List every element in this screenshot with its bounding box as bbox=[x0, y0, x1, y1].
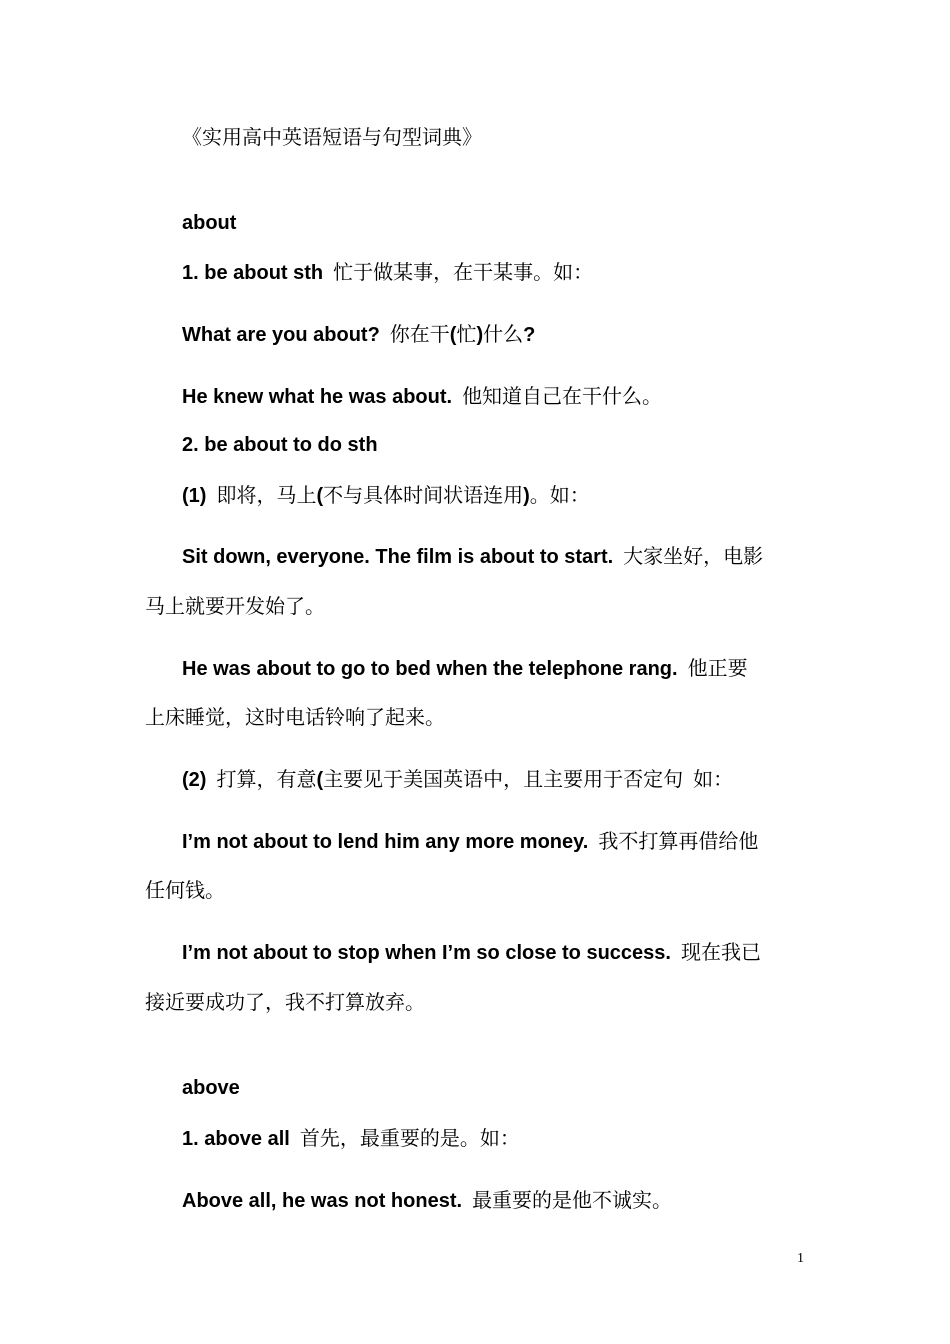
example-chinese: 他正要 bbox=[687, 656, 748, 680]
example-1-about bbox=[182, 321, 535, 348]
example-chinese-inner: 忙 bbox=[456, 322, 477, 346]
example-chinese: 现在我已 bbox=[680, 940, 761, 964]
meaning: 打算，有意 bbox=[216, 767, 317, 791]
paren-close: ) bbox=[476, 324, 484, 346]
example-english: What are you about? bbox=[182, 324, 380, 346]
example-english: He was about to go to bed when the telephone rang. bbox=[182, 658, 678, 680]
example-3-continuation: 马上就要开发始了。 bbox=[145, 594, 325, 618]
example-6-about bbox=[182, 939, 761, 966]
headword-above: above bbox=[182, 1077, 240, 1099]
phrase: 1. be about sth bbox=[182, 262, 324, 284]
document-title: 《实用高中英语短语与句型词典》 bbox=[182, 125, 482, 149]
usage-note: 主要见于美国英语中，且主要用于否定句 bbox=[323, 767, 684, 791]
paren-close: ) bbox=[523, 485, 530, 507]
example-chinese: 大家坐好，电影 bbox=[623, 544, 764, 568]
example-4-continuation: 上床睡觉，这时电话铃响了起来。 bbox=[145, 705, 445, 729]
example-english: Above all, he was not honest. bbox=[182, 1190, 463, 1212]
sub-sense-2 bbox=[182, 766, 733, 793]
sense-1-above bbox=[182, 1125, 520, 1152]
headword-about: about bbox=[182, 212, 237, 234]
example-1-above bbox=[182, 1187, 672, 1214]
meaning-tail: 。如： bbox=[529, 483, 590, 507]
paren-open: ( bbox=[316, 769, 324, 791]
sense-2-about: 2. be about to do sth bbox=[182, 434, 378, 456]
example-3-about bbox=[182, 543, 763, 570]
meaning: 首先，最重要的是。如： bbox=[299, 1126, 520, 1150]
meaning: 即将，马上 bbox=[216, 483, 317, 507]
paren-open: ( bbox=[449, 324, 457, 346]
page-number: 1 bbox=[797, 1251, 804, 1266]
example-2-about bbox=[182, 383, 662, 410]
paren-open: ( bbox=[316, 485, 324, 507]
example-english: He knew what he was about. bbox=[182, 386, 453, 408]
example-chinese: 最重要的是他不诚实。 bbox=[472, 1188, 673, 1212]
example-chinese: 我不打算再借给他 bbox=[598, 829, 759, 853]
sub-sense-number: (1) bbox=[182, 485, 207, 507]
sense-1-about bbox=[182, 259, 593, 286]
usage-note: 不与具体时间状语连用 bbox=[323, 483, 524, 507]
meaning-tail: 如： bbox=[693, 767, 734, 791]
example-5-continuation: 任何钱。 bbox=[145, 878, 225, 902]
example-4-about bbox=[182, 655, 748, 682]
meaning: 忙于做某事，在干某事。如： bbox=[333, 260, 594, 284]
example-english: I’m not about to lend him any more money. bbox=[182, 831, 589, 853]
sub-sense-1 bbox=[182, 482, 590, 509]
sub-sense-number: (2) bbox=[182, 769, 207, 791]
example-6-continuation: 接近要成功了，我不打算放弃。 bbox=[145, 990, 425, 1014]
example-chinese: 你在干 bbox=[389, 322, 450, 346]
example-english: Sit down, everyone. The film is about to start. bbox=[182, 546, 614, 568]
phrase: 1. above all bbox=[182, 1128, 290, 1150]
question-mark: ? bbox=[523, 324, 536, 346]
example-5-about bbox=[182, 828, 758, 855]
example-english: I’m not about to stop when I’m so close to success. bbox=[182, 942, 671, 964]
example-chinese: 他知道自己在干什么。 bbox=[462, 384, 663, 408]
example-chinese-tail: 什么 bbox=[483, 322, 524, 346]
